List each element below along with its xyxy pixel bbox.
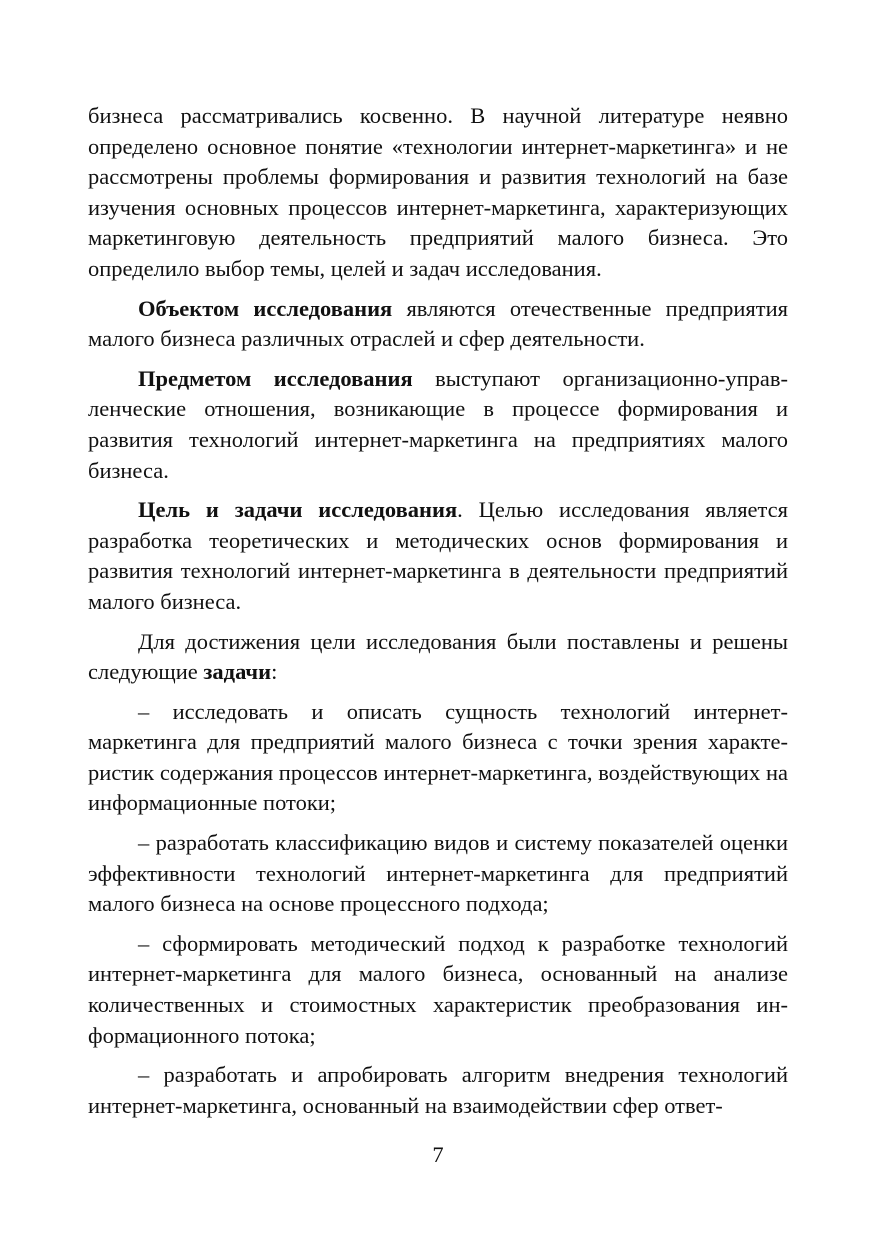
paragraph-continuation xyxy=(88,101,788,285)
paragraph-tasks-intro xyxy=(88,627,788,688)
paragraph-goal xyxy=(88,495,788,617)
paragraph-subject xyxy=(88,364,788,486)
term-object: Объектом исследования xyxy=(138,295,393,321)
task-item xyxy=(88,929,788,1051)
paragraph-text: являются отечественные предприятия малого бизнеса различных отраслей и сфер деятельности. xyxy=(88,295,788,352)
paragraph-object xyxy=(88,294,788,355)
task-item xyxy=(88,697,788,819)
paragraph-text: . Целью исследования является разработка теоретических и методических основ формирования и развития технологий интернет-маркетинга в деятельности предприятий малого бизнеса. xyxy=(88,497,788,614)
body-text xyxy=(88,101,788,1130)
paragraph-text: выступают организационно-управленческие отношения, возникающие в процессе формирования и развития технологий интернет-маркетинга на предприятиях малого бизнеса. xyxy=(88,365,788,483)
task-text: – исследовать и описать сущность технологий интернет-маркетинга для предприятий малого бизнеса с точки зрения характеристик содержания процессов интернет-маркетинга, воздействующих на информационные потоки; xyxy=(88,698,788,816)
paragraph-text: Для достижения цели исследования были поставлены и решены следующие xyxy=(88,628,788,685)
task-text: – разработать и апробировать алгоритм внедрения технологий интернет-маркетинга, основанный на взаимодействии сфер ответ- xyxy=(88,1062,788,1118)
paragraph-text: : xyxy=(271,659,278,685)
page-number: 7 xyxy=(432,1142,444,1167)
term-goal: Цель и задачи исследования xyxy=(138,497,458,523)
task-text: – сформировать методический подход к разработке технологий интернет-маркетинга для малого бизнеса, основанный на анализе количественных и стоимостных характеристик преобразования информационного потока; xyxy=(88,930,788,1048)
paragraph-text: бизнеса рассматривались косвенно. В научной литературе неявно определено основное понятие «технологии интернет-маркетинга» и не рассмотрены проблемы формирования и развития технологий на базе изучения основных процессов интернет-маркетинга, характеризующих маркетинговую деятельность предприятий малого бизнеса. Это определило выбор темы, целей и задач исследования. xyxy=(88,103,788,281)
term-tasks: задачи xyxy=(203,659,272,685)
task-item xyxy=(88,1060,788,1121)
term-subject: Предметом исследования xyxy=(138,365,413,391)
task-item xyxy=(88,828,788,920)
task-text: – разработать классификацию видов и систему показателей оценки эффективности технологий интернет-маркетинга для предприятий малого бизнеса на основе процессного подхода; xyxy=(88,830,788,917)
